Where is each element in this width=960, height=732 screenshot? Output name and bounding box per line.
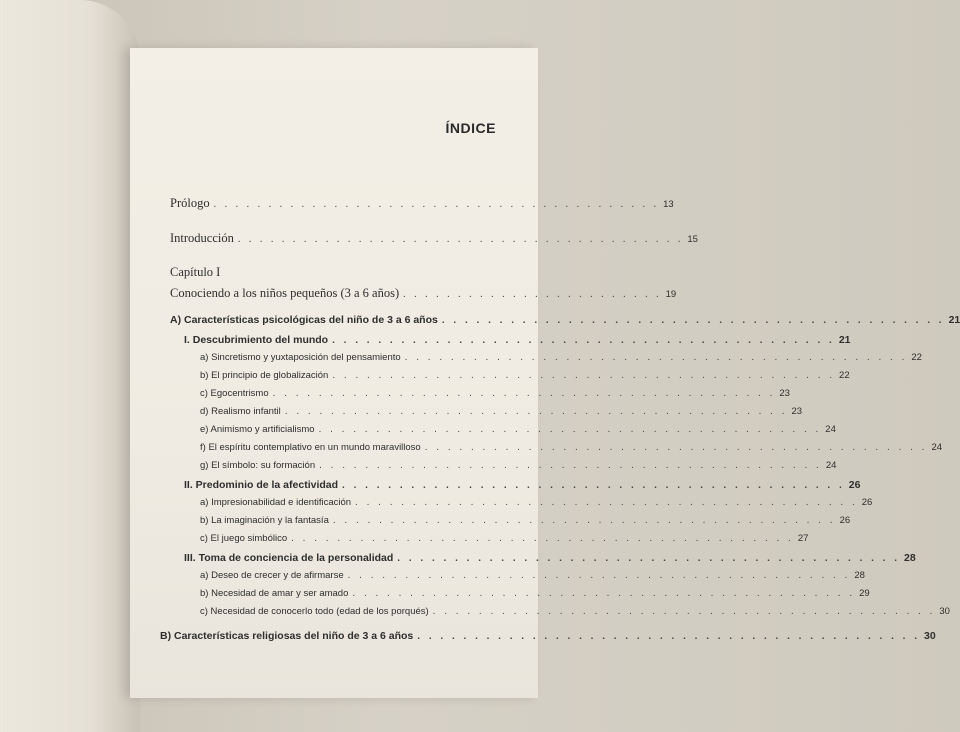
- toc-section-label: b) Necesidad de amar y ser amado: [200, 588, 349, 599]
- toc-section-label: e) Animismo y artificialismo: [200, 424, 315, 435]
- toc-section-label: B) Características religiosas del niño de 3 a 6 años: [160, 630, 414, 642]
- toc-section-row: c) Egocentrismo . . . . . . . . . . . . . . . . . . . . . . . . . . . . . . . . . . . . . . . . . . . . 23: [200, 388, 790, 399]
- toc-section-row: d) Realismo infantil . . . . . . . . . . . . . . . . . . . . . . . . . . . . . . . . . . . . . . . . . . . . 23: [200, 406, 803, 417]
- toc-section-row: e) Animismo y artificialismo . . . . . . . . . . . . . . . . . . . . . . . . . . . . . . . . . . . . . . . . . . . . 24: [200, 424, 836, 435]
- toc-section-page: 23: [779, 388, 790, 399]
- toc-section-label: a) Deseo de crecer y de afirmarse: [200, 570, 344, 581]
- toc-section-row: g) El símbolo: su formación . . . . . . . . . . . . . . . . . . . . . . . . . . . . . . . . . . . . . . . . . . . . 24: [200, 460, 837, 471]
- chapter-number: Capítulo I: [170, 265, 221, 279]
- toc-section-label: b) La imaginación y la fantasía: [200, 515, 329, 526]
- toc-section-row: a) Sincretismo y yuxtaposición del pensamiento . . . . . . . . . . . . . . . . . . . . . . . . . . . . . . . . . . . . . . . . . . . . 22: [200, 352, 922, 363]
- toc-entry: Introducción . . . . . . . . . . . . . . . . . . . . . . . . . . . . . . . . . . . . . . . . . 15: [170, 231, 698, 245]
- toc-section-page: 28: [904, 552, 916, 564]
- toc-section-label: c) Egocentrismo: [200, 388, 269, 399]
- toc-section-label: I. Descubrimiento del mundo: [184, 334, 329, 346]
- toc-section-page: 22: [839, 370, 850, 381]
- toc-section-row: c) El juego simbólico . . . . . . . . . . . . . . . . . . . . . . . . . . . . . . . . . . . . . . . . . . . . 27: [200, 533, 809, 544]
- toc-entry-label: Prólogo: [170, 196, 210, 210]
- toc-section-page: 24: [931, 442, 943, 453]
- toc-section-row: b) Necesidad de amar y ser amado . . . . . . . . . . . . . . . . . . . . . . . . . . . . . . . . . . . . . . . . . . . . 29: [200, 588, 870, 599]
- toc-section-page: 26: [848, 479, 861, 491]
- toc-entry-page: 15: [687, 234, 698, 245]
- toc-section-page: 30: [924, 630, 936, 642]
- toc-section-row: c) Necesidad de conocerlo todo (edad de los porqués) . . . . . . . . . . . . . . . . . . . . . . . . . . . . . . . . . . . . . . . . . . . . 30: [200, 606, 950, 617]
- toc-section-label: b) El principio de globalización: [200, 370, 329, 381]
- toc-section-row: f) El espíritu contemplativo en un mundo maravilloso . . . . . . . . . . . . . . . . . . . . . . . . . . . . . . . . . . . . . . . . . . . . 24: [200, 442, 943, 453]
- toc-section-row: A) Características psicológicas del niño de 3 a 6 años . . . . . . . . . . . . . . . . . . . . . . . . . . . . . . . . . . . . . . . . . . . . 21: [170, 314, 960, 326]
- toc-section-page: 26: [839, 515, 851, 526]
- toc-section-page: 28: [854, 570, 865, 581]
- toc-section-label: d) Realismo infantil: [200, 406, 281, 417]
- toc-section-label: a) Impresionabilidad e identificación: [200, 497, 352, 508]
- toc-section-page: 23: [791, 406, 803, 417]
- index-title: ÍNDICE: [445, 120, 496, 136]
- toc-section-page: 27: [797, 533, 809, 544]
- toc-section-row: b) La imaginación y la fantasía . . . . . . . . . . . . . . . . . . . . . . . . . . . . . . . . . . . . . . . . . . . . 26: [200, 515, 851, 526]
- toc-section-label: f) El espíritu contemplativo en un mundo maravilloso: [200, 442, 421, 453]
- toc-section-row: III. Toma de conciencia de la personalidad . . . . . . . . . . . . . . . . . . . . . . . . . . . . . . . . . . . . . . . . . . . . 28: [184, 552, 916, 564]
- toc-section-page: 21: [838, 334, 851, 346]
- toc-section-page: 29: [859, 588, 870, 599]
- facing-page: [0, 0, 140, 732]
- toc-entry-page: 13: [663, 199, 674, 210]
- toc-section-row: b) El principio de globalización . . . . . . . . . . . . . . . . . . . . . . . . . . . . . . . . . . . . . . . . . . . . 22: [200, 370, 850, 381]
- toc-section-label: c) El juego simbólico: [200, 533, 288, 544]
- book-page: [130, 48, 960, 698]
- toc-section-label: III. Toma de conciencia de la personalidad: [184, 552, 394, 564]
- chapter-page: 19: [665, 289, 677, 300]
- toc-section-label: A) Características psicológicas del niño de 3 a 6 años: [170, 314, 438, 326]
- toc-section-page: 22: [911, 352, 922, 363]
- toc-section-page: 21: [948, 314, 960, 326]
- chapter-title-row: Conociendo a los niños pequeños (3 a 6 años) . . . . . . . . . . . . . . . . . . . . . . . . 19: [170, 286, 677, 300]
- toc-section-page: 24: [825, 460, 837, 471]
- toc-section-label: c) Necesidad de conocerlo todo (edad de los porqués): [200, 606, 429, 617]
- toc-section-row: I. Descubrimiento del mundo . . . . . . . . . . . . . . . . . . . . . . . . . . . . . . . . . . . . . . . . . . . . 21: [184, 334, 851, 346]
- toc-section-label: II. Predominio de la afectividad: [184, 479, 339, 491]
- toc-section-page: 30: [939, 606, 950, 617]
- toc-section-row: B) Características religiosas del niño de 3 a 6 años . . . . . . . . . . . . . . . . . . . . . . . . . . . . . . . . . . . . . . . . . . . . 30: [160, 630, 936, 642]
- toc-section-row: a) Impresionabilidad e identificación . . . . . . . . . . . . . . . . . . . . . . . . . . . . . . . . . . . . . . . . . . . . 26: [200, 497, 873, 508]
- chapter-title: Conociendo a los niños pequeños (3 a 6 años): [170, 286, 400, 300]
- toc-section-row: II. Predominio de la afectividad . . . . . . . . . . . . . . . . . . . . . . . . . . . . . . . . . . . . . . . . . . . . 26: [184, 479, 861, 491]
- toc-entry: Prólogo . . . . . . . . . . . . . . . . . . . . . . . . . . . . . . . . . . . . . . . . . 13: [170, 196, 674, 210]
- toc-section-row: a) Deseo de crecer y de afirmarse . . . . . . . . . . . . . . . . . . . . . . . . . . . . . . . . . . . . . . . . . . . . 28: [200, 570, 865, 581]
- toc-entry-label: Introducción: [170, 231, 234, 245]
- toc-section-page: 26: [861, 497, 873, 508]
- toc-section-label: g) El símbolo: su formación: [200, 460, 316, 471]
- toc-section-page: 24: [825, 424, 836, 435]
- toc-section-label: a) Sincretismo y yuxtaposición del pensamiento: [200, 352, 401, 363]
